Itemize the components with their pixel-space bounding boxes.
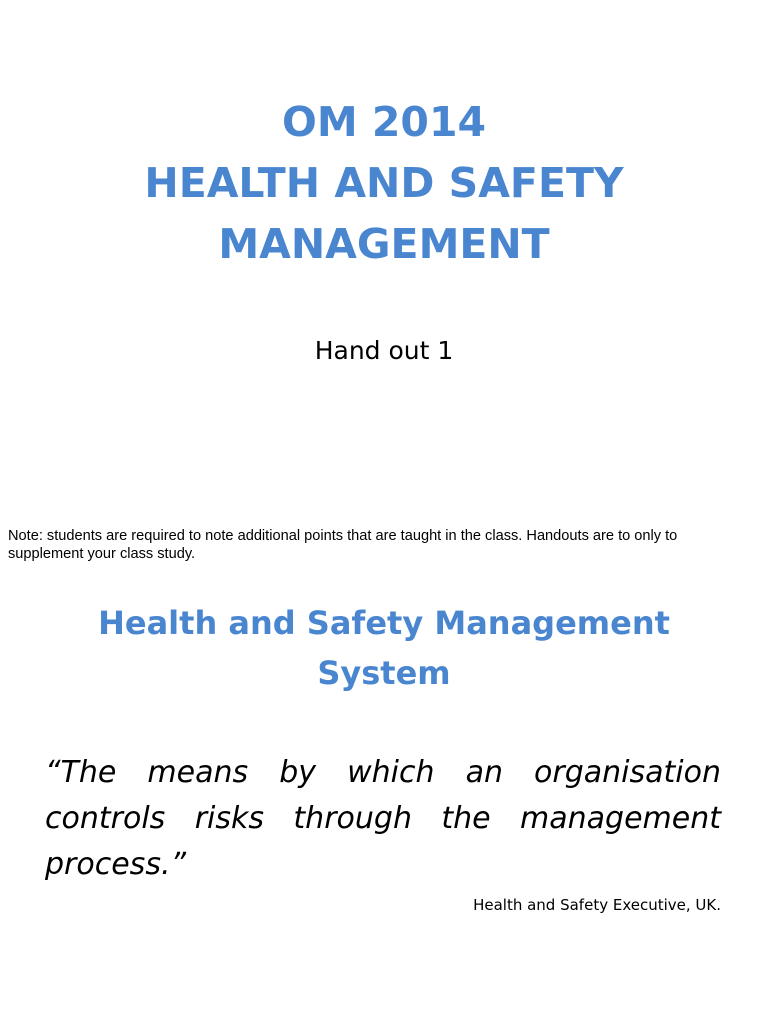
quote-attribution: Health and Safety Executive, UK. [473, 896, 721, 914]
title-line-management: MANAGEMENT [218, 220, 550, 268]
definition-quote: “The means by which an organisation controls risks through the management process.” [45, 755, 721, 882]
slide-title [0, 92, 768, 275]
section-title-line-2: System [317, 654, 451, 692]
title-line-health-and-safety: HEALTH AND SAFETY [144, 159, 624, 207]
handout-subtitle: Hand out 1 [314, 336, 454, 365]
section-title-line-1: Health and Safety Management [98, 604, 670, 642]
handout-note: Note: students are required to note additional points that are taught in the class. Handouts are to only to supplement your class study. [8, 528, 678, 562]
title-line-course-code: OM 2014 [281, 98, 487, 146]
section-title [0, 598, 768, 698]
